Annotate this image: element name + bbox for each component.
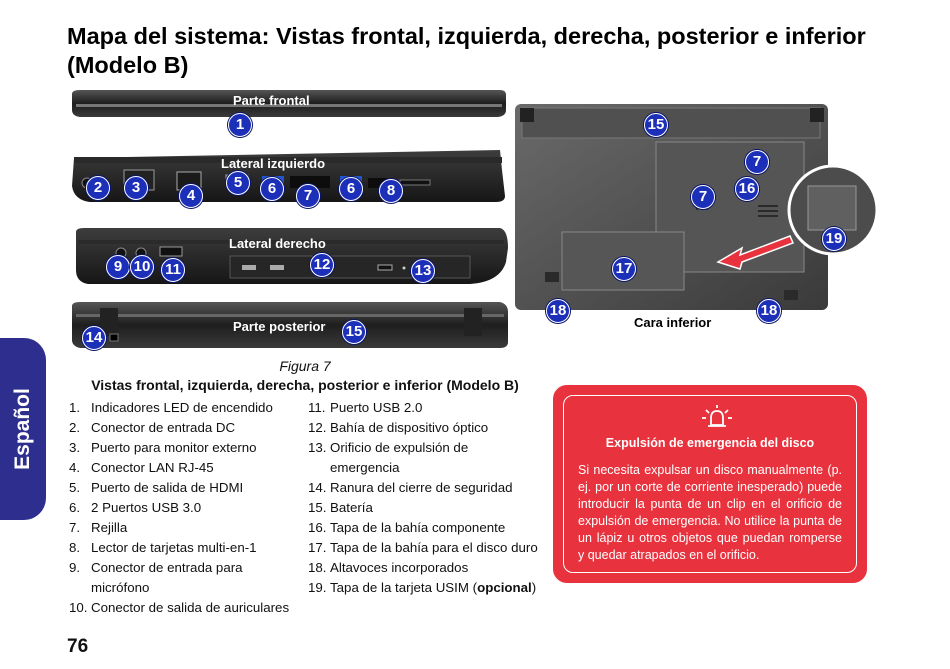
rear-view-label: Parte posterior — [233, 319, 326, 334]
warning-inner-frame — [563, 395, 857, 573]
callout-badge: 7 — [691, 185, 715, 209]
callout-badge: 10 — [130, 255, 154, 279]
list-item: 8. Lector de tarjetas multi-en-1 — [69, 540, 257, 555]
callout-badge: 5 — [226, 171, 250, 195]
callout-badge: 18 — [757, 299, 781, 323]
list-item: 18. Altavoces incorporados — [308, 560, 469, 575]
list-item: 19. Tapa de la tarjeta USIM (opcional) — [308, 580, 537, 595]
list-item: 7. Rejilla — [69, 520, 128, 535]
callout-badge: 6 — [260, 177, 284, 201]
list-item: 2. Conector de entrada DC — [69, 420, 236, 435]
front-view-label: Parte frontal — [233, 93, 310, 108]
warning-box — [553, 385, 867, 583]
callout-badge: 15 — [644, 113, 668, 137]
callout-badge: 12 — [310, 253, 334, 277]
callout-badge: 14 — [82, 326, 106, 350]
left-view-label: Lateral izquierdo — [221, 156, 326, 171]
callout-badge: 19 — [822, 227, 846, 251]
list-item: 12. Bahía de dispositivo óptico — [308, 420, 489, 435]
alert-bell-icon — [702, 405, 732, 431]
callout-badge: 7 — [745, 150, 769, 174]
page-number: 76 — [67, 636, 89, 657]
list-item: 5. Puerto de salida de HDMI — [69, 480, 244, 495]
language-tab — [0, 338, 46, 520]
right-view-label: Lateral derecho — [229, 236, 326, 251]
callout-badge: 6 — [339, 177, 363, 201]
callout-badge: 18 — [546, 299, 570, 323]
list-item: 11. Puerto USB 2.0 — [308, 400, 423, 415]
callout-badge: 4 — [179, 184, 203, 208]
page-title: Mapa del sistema: Vistas frontal, izquierda, derecha, posterior e inferior (Modelo B) — [67, 23, 866, 78]
callout-badge: 16 — [735, 177, 759, 201]
figure-title: Vistas frontal, izquierda, derecha, posterior e inferior (Modelo B) — [91, 377, 519, 393]
callout-badge: 2 — [86, 176, 110, 200]
list-item: 14. Ranura del cierre de seguridad — [308, 480, 513, 495]
callout-badge: 11 — [161, 258, 185, 282]
bottom-view-label: Cara inferior — [634, 315, 712, 330]
callout-badge: 9 — [106, 255, 130, 279]
list-item: 6. 2 Puertos USB 3.0 — [69, 500, 202, 515]
callout-badge: 13 — [411, 259, 435, 283]
callout-badge: 7 — [296, 184, 320, 208]
list-item: 9. Conector de entrada para micrófono — [69, 560, 243, 595]
language-tab-label: Español — [11, 388, 34, 470]
list-item: 1. Indicadores LED de encendido — [69, 400, 273, 415]
figure-caption: Figura 7 — [279, 358, 331, 374]
list-item: 10. Conector de salida de auriculares — [69, 600, 290, 615]
list-item: 4. Conector LAN RJ-45 — [69, 460, 214, 475]
warning-title: Expulsión de emergencia del disco — [605, 436, 815, 450]
warning-body: Si necesita expulsar un disco manualmente (p. ej. por un corte de corriente inesperado) puede introducir la punta de un clip en el orificio de expulsión de emergencia. No utilice la punta de un lápiz u otros objetos que puedan romperse y quedar atrapados en el orificio. — [578, 463, 842, 562]
list-item: 13. Orificio de expulsión de emergencia — [308, 440, 469, 475]
list-item: 17. Tapa de la bahía para el disco duro — [308, 540, 538, 555]
callout-badge: 8 — [379, 179, 403, 203]
legend-column-1 — [69, 398, 304, 618]
callout-badge: 3 — [124, 176, 148, 200]
legend-column-2 — [308, 398, 548, 598]
list-item: 16. Tapa de la bahía componente — [308, 520, 506, 535]
list-item: 3. Puerto para monitor externo — [69, 440, 257, 455]
callout-badge: 17 — [612, 257, 636, 281]
list-item: 15. Batería — [308, 500, 373, 515]
callout-badge: 1 — [228, 113, 252, 137]
callout-badge: 15 — [342, 320, 366, 344]
